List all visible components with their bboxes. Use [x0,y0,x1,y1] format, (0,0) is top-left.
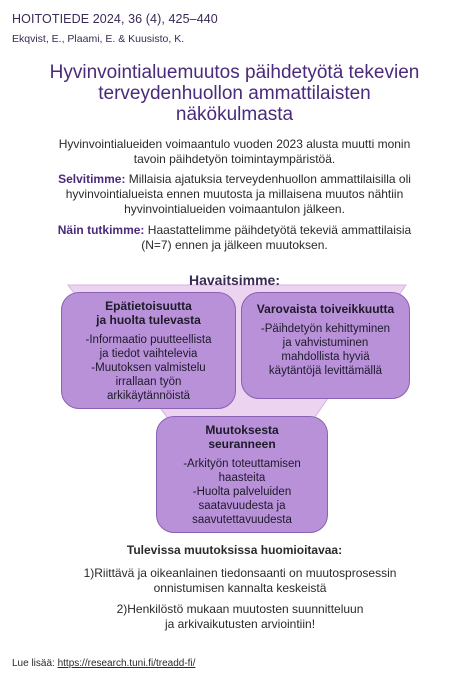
method-line: (N=7) ennen ja jälkeen muutoksen. [141,238,328,252]
finding-title: Varovaista toiveikkuutta [256,302,395,316]
finding-line: -Muutoksen valmistelu [91,362,206,374]
finding-line: arkikäytännöistä [106,390,191,402]
footer-prefix: Lue lisää: [12,658,58,669]
finding-line: -Arkityön toteuttamisen [183,458,301,470]
finding-title [157,423,327,451]
journal-citation: HOITOTIEDE 2024, 36 (4), 425–440 [12,12,218,26]
method-label: Näin tutkimme: [57,223,145,237]
title-line: näkökulmasta [175,104,294,125]
aim-line: hyvinvointialueiden voimaantulon jälkeen. [124,202,345,216]
notice-item [40,602,440,632]
notice-line: 2)Henkilöstö mukaan muutosten suunnitteluun [116,602,364,616]
intro-line: tavoin päihdetyön toimintaympäristöä. [133,152,336,166]
finding-line: haasteita [218,472,266,484]
finding-box-consequences [156,416,328,533]
finding-line: ja vahvistuminen [282,337,369,349]
finding-title-line: Epätietoisuutta [105,299,192,313]
intro-line: Hyvinvointialueiden voimaantulo vuoden 2023 alusta muutti monin [58,137,411,151]
finding-line: -Informaatio puutteellista [85,334,212,346]
finding-title-line: Muutoksesta [205,423,279,437]
finding-line: saavutettavuudesta [192,514,292,526]
finding-line: -Päihdetyön kehittyminen [260,323,391,335]
title-line: Hyvinvointialuemuutos päihdetyötä tekevien [49,62,420,83]
notice-heading: Tulevissa muutoksissa huomioitavaa: [126,543,343,557]
aim-line: hyvinvointialueista ennen muutosta ja millaisena muutos nähtiin [65,187,404,201]
aim-label: Selvitimme: [58,172,126,186]
notice-line: ja arkivaikutusten arviointiin! [164,617,316,631]
method-text: Haastattelimme päihdetyötä tekeviä ammattilaisia [144,223,412,237]
notice-item [40,566,440,596]
finding-line: käytäntöjä levittämällä [268,365,383,377]
finding-title-line: seuranneen [208,437,276,451]
finding-title-line: ja huolta tulevasta [96,313,201,327]
notice-line: 1)Riittävä ja oikeanlainen tiedonsaanti on muutosprosessin [83,566,397,580]
finding-line: irrallaan työn [115,376,182,388]
finding-line: -Huolta palveluiden [192,486,292,498]
footer [12,658,195,669]
finding-box-hope [241,292,410,399]
aim-text: Millaisia ajatuksia terveydenhuollon ammattilaisilla oli [125,172,411,186]
authors: Ekqvist, E., Plaami, E. & Kuusisto, K. [12,33,185,45]
finding-title [62,299,235,327]
finding-box-uncertainty [61,292,236,409]
finding-line: ja tiedot vaihtelevia [99,348,198,360]
finding-line: saatavuudesta ja [198,500,286,512]
title-line: terveydenhuollon ammattilaisten [98,83,371,104]
findings-heading: Havaitsimme: [188,272,281,288]
finding-line: mahdollista hyviä [281,351,370,363]
notice-line: onnistumisen kannalta keskeistä [153,581,327,595]
research-link[interactable]: https://research.tuni.fi/treadd-fi/ [57,658,196,669]
